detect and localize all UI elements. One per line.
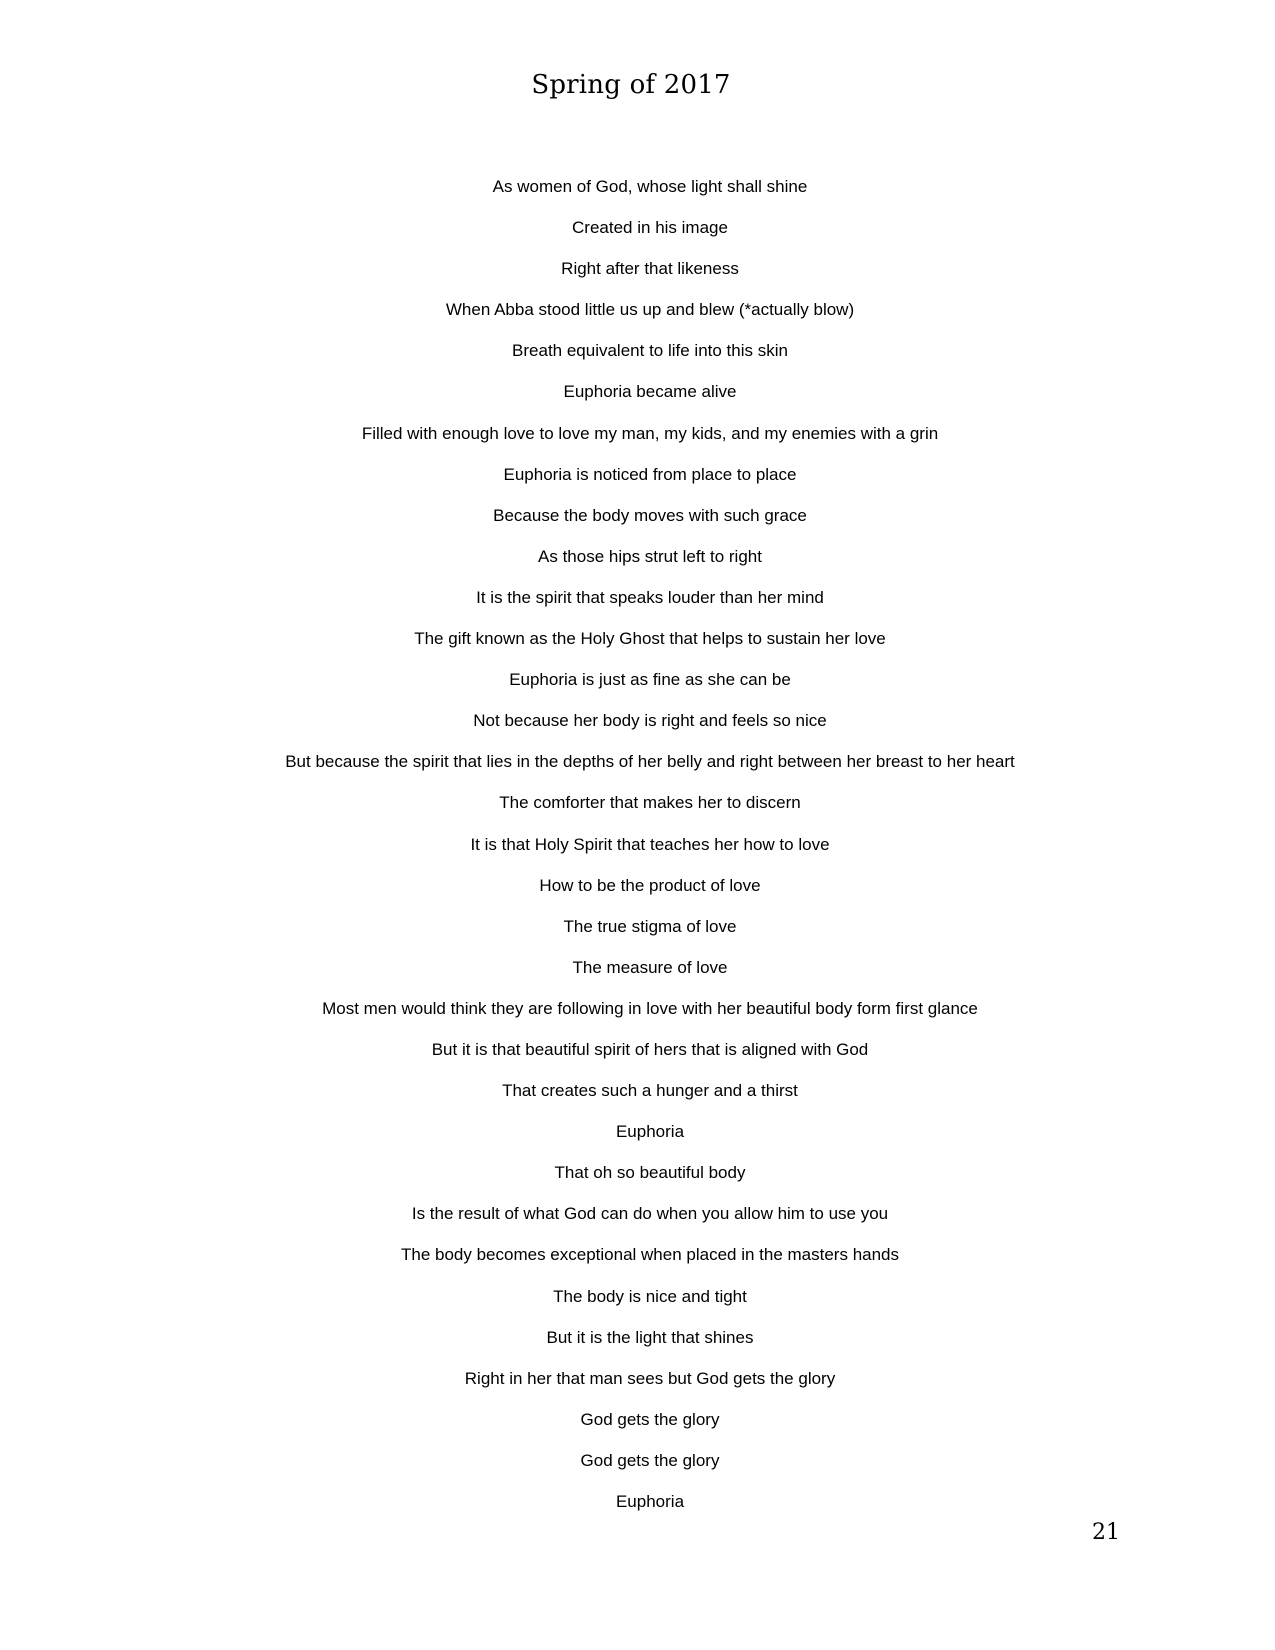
poem-line: Breath equivalent to life into this skin bbox=[512, 341, 788, 361]
poem-line: It is the spirit that speaks louder than her mind bbox=[476, 587, 824, 607]
poem-line: The true stigma of love bbox=[563, 916, 737, 936]
poem-line: God gets the glory bbox=[580, 1409, 720, 1429]
poem-body bbox=[250, 175, 1050, 1531]
poem-line: Euphoria bbox=[615, 1122, 685, 1142]
poem-line: Most men would think they are following in love with her beautiful body form first glance bbox=[322, 998, 978, 1018]
poem-line: As those hips strut left to right bbox=[538, 546, 762, 566]
poem-line: Right after that likeness bbox=[561, 259, 739, 279]
poem-line: Is the result of what God can do when you allow him to use you bbox=[411, 1204, 889, 1224]
poem-line: Filled with enough love to love my man, my kids, and my enemies with a grin bbox=[361, 423, 939, 443]
poem-line: When Abba stood little us up and blew (*actually blow) bbox=[445, 300, 855, 320]
poem-line: But because the spirit that lies in the depths of her belly and right between her breast to her heart bbox=[285, 752, 1015, 772]
poem-line: Created in his image bbox=[572, 218, 728, 238]
poem-line: God gets the glory bbox=[580, 1450, 720, 1470]
poem-line: Right in her that man sees but God gets the glory bbox=[464, 1368, 836, 1388]
poem-line: Because the body moves with such grace bbox=[493, 505, 807, 525]
poem-line: How to be the product of love bbox=[539, 875, 761, 895]
poem-line: That oh so beautiful body bbox=[554, 1163, 746, 1183]
page-number: 21 bbox=[1092, 1520, 1120, 1545]
poem-line: Euphoria is just as fine as she can be bbox=[509, 670, 791, 690]
poem-line: The comforter that makes her to discern bbox=[499, 793, 801, 813]
poem-line: The measure of love bbox=[572, 957, 728, 977]
poem-line: The gift known as the Holy Ghost that helps to sustain her love bbox=[414, 629, 886, 649]
poem-line: Euphoria bbox=[615, 1492, 685, 1511]
poem-line: The body is nice and tight bbox=[553, 1286, 747, 1306]
poem-line: That creates such a hunger and a thirst bbox=[502, 1081, 798, 1101]
poem-line: The body becomes exceptional when placed in the masters hands bbox=[400, 1245, 900, 1265]
page-title: Spring of 2017 bbox=[531, 70, 731, 100]
page-header bbox=[0, 70, 1262, 100]
poem-line: As women of God, whose light shall shine bbox=[492, 177, 808, 196]
poem-line: But it is that beautiful spirit of hers that is aligned with God bbox=[431, 1039, 869, 1059]
poem-line: It is that Holy Spirit that teaches her how to love bbox=[470, 834, 830, 854]
poem-line: But it is the light that shines bbox=[546, 1327, 754, 1347]
poem-line: Not because her body is right and feels so nice bbox=[473, 711, 827, 731]
poem-line: Euphoria is noticed from place to place bbox=[503, 464, 797, 484]
poem-line: Euphoria became alive bbox=[563, 382, 737, 402]
